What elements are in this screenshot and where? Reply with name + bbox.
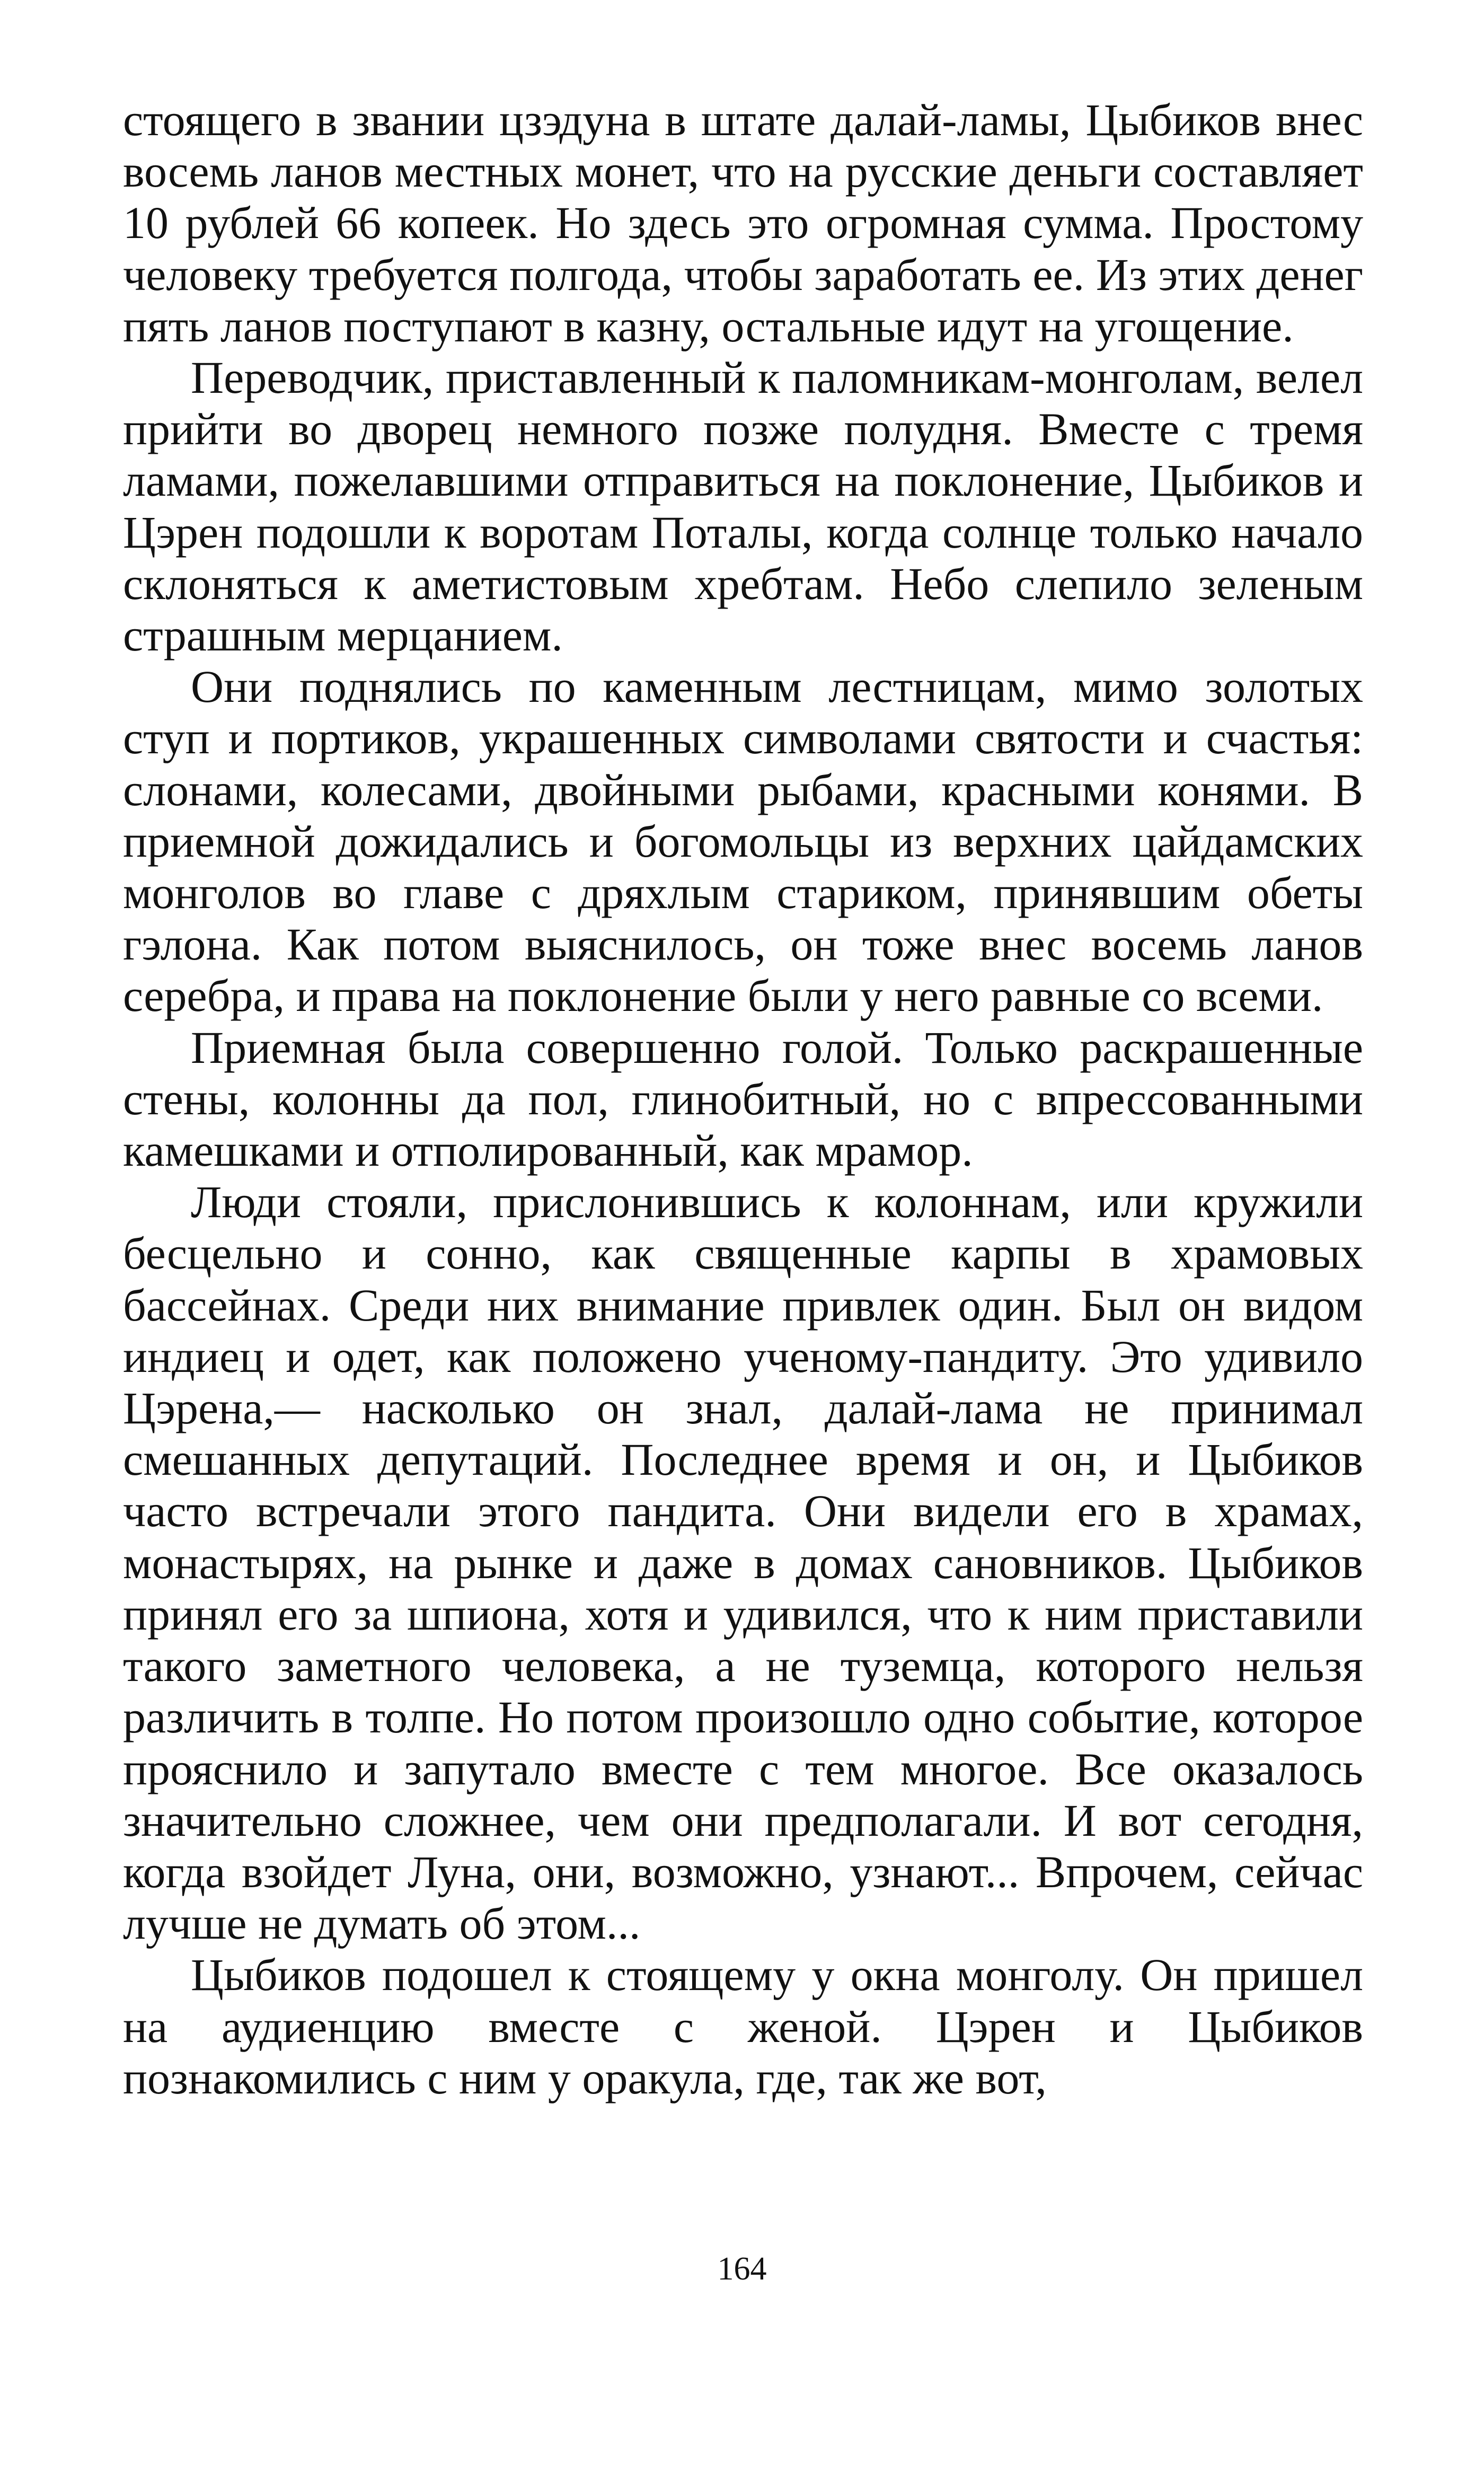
paragraph-4: Приемная была совершенно голой. Только раскрашенные стены, колонны да пол, глинобитный, но с впрессованными камешками и отполированный, как мрамор. bbox=[123, 1022, 1363, 1176]
paragraph-6: Цыбиков подошел к стоящему у окна монголу. Он пришел на аудиенцию вместе с женой. Цэрен и Цыбиков познакомились с ним у оракула, где, так же вот, bbox=[123, 1949, 1363, 2103]
page-text bbox=[123, 94, 1363, 2104]
page-number: 164 bbox=[717, 2251, 767, 2287]
paragraph-1: стоящего в звании цзэдуна в штате далай-ламы, Цыбиков внес восемь ланов местных монет, что на русские деньги составляет 10 рублей 66 копеек. Но здесь это огромная сумма. Простому человеку требуется полгода, чтобы заработать ее. Из этих денег пять ланов поступают в казну, остальные идут на угощение. bbox=[123, 94, 1363, 351]
paragraph-2: Переводчик, приставленный к паломникам-монголам, велел прийти во дворец немного позже полудня. Вместе с тремя ламами, пожелавшими отправиться на поклонение, Цыбиков и Цэрен подошли к воротам Поталы, когда солнце только начало склоняться к аметистовым хребтам. Небо слепило зеленым страшным мерцанием. bbox=[123, 352, 1363, 661]
paragraph-3: Они поднялись по каменным лестницам, мимо золотых ступ и портиков, украшенных символами святости и счастья: слонами, колесами, двойными рыбами, красными конями. В приемной дожидались и богомольцы из верхних цайдамских монголов во главе с дряхлым стариком, принявшим обеты гэлона. Как потом выяснилось, он тоже внес восемь ланов серебра, и права на поклонение были у него равные со всеми. bbox=[123, 661, 1363, 1022]
paragraph-5: Люди стояли, прислонившись к колоннам, или кружили бесцельно и сонно, как священные карпы в храмовых бассейнах. Среди них внимание привлек один. Был он видом индиец и одет, как положено ученому-пандиту. Это удивило Цэрена,— насколько он знал, далай-лама не принимал смешанных депутаций. Последнее время и он, и Цыбиков часто встречали этого пандита. Они видели его в храмах, монастырях, на рынке и даже в домах сановников. Цыбиков принял его за шпиона, хотя и удивился, что к ним приставили такого заметного человека, а не туземца, которого нельзя различить в толпе. Но потом произошло одно событие, которое прояснило и запутало вместе с тем многое. Все оказалось значительно сложнее, чем они предполагали. И вот сегодня, когда взойдет Луна, они, возможно, узнают... Впрочем, сейчас лучше не думать об этом... bbox=[123, 1176, 1363, 1949]
